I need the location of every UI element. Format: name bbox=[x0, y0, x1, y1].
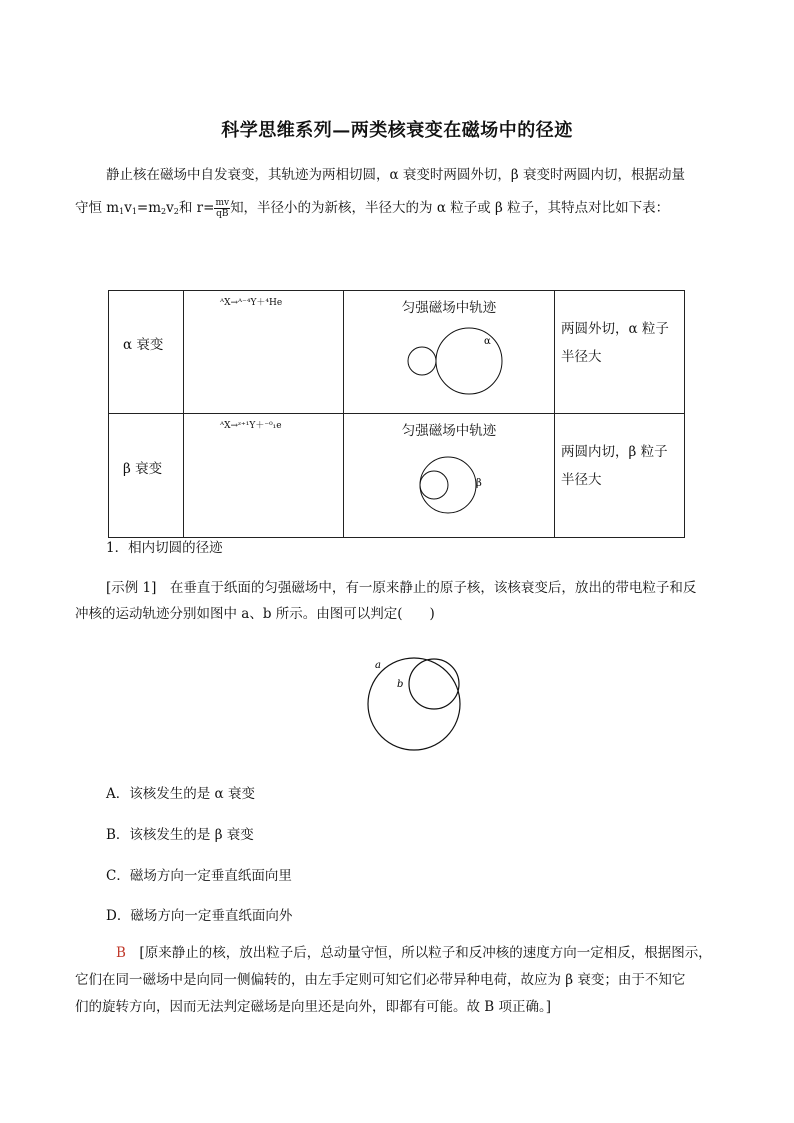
beta-label-cell: β 衰变 bbox=[109, 414, 184, 538]
momentum-radius-fraction: $\frac{mv}{qB}$ bbox=[215, 198, 230, 219]
option-c[interactable]: C．磁场方向一定垂直纸面向里 bbox=[106, 868, 292, 884]
answer-line-3: 们的旋转方向，因而无法判定磁场是向里还是向外，即都有可能。故 B 项正确。] bbox=[75, 999, 552, 1015]
beta-track-label: β bbox=[476, 478, 482, 489]
intro-line-2: 守恒 $m_1v_1=m_2v_2$和 r= $\frac{mv}{qB}$ 知，半径小的为新核，半径大的为 α 粒子或 β 粒子，其特点对比如下表： bbox=[75, 198, 670, 219]
track-circle-a bbox=[368, 658, 460, 750]
alpha-track-cell bbox=[344, 291, 555, 414]
track-circle-b bbox=[409, 659, 459, 709]
new-nucleus-circle bbox=[408, 347, 436, 375]
beta-track-diagram bbox=[344, 444, 555, 534]
option-a[interactable]: A．该核发生的是 α 衰变 bbox=[106, 786, 255, 802]
page-title: 科学思维系列—两类核衰变在磁场中的径迹 bbox=[221, 120, 573, 141]
alpha-feature-cell: 两圆外切，α 粒子 半径大 bbox=[555, 291, 685, 414]
new-nucleus-circle bbox=[420, 471, 448, 499]
beta-equation-cell bbox=[184, 414, 344, 538]
answer-letter: B bbox=[116, 945, 126, 961]
alpha-track-title: 匀强磁场中轨迹 bbox=[401, 300, 497, 316]
alpha-track-label: α bbox=[484, 336, 491, 347]
alpha-label-cell: α 衰变 bbox=[109, 291, 184, 414]
intro-line-1: 静止核在磁场中自发衰变，其轨迹为两相切圆，α 衰变时两圆外切，β 衰变时两圆内切，根据动量 bbox=[106, 167, 686, 183]
track-label-a: a bbox=[375, 660, 381, 671]
option-d[interactable]: D．磁场方向一定垂直纸面向外 bbox=[106, 908, 293, 924]
option-b[interactable]: B．该核发生的是 β 衰变 bbox=[106, 827, 254, 843]
table-row-alpha bbox=[109, 291, 685, 414]
section-heading: 1．相内切圆的径迹 bbox=[106, 540, 223, 556]
alpha-decay-equation: ᴬX→ᴬ⁻⁴Y＋⁴He bbox=[220, 298, 283, 308]
beta-feature-cell: 两圆内切，β 粒子 半径大 bbox=[555, 414, 685, 538]
example-track-diagram bbox=[360, 652, 470, 756]
alpha-particle-circle bbox=[436, 328, 502, 394]
beta-track-cell bbox=[344, 414, 555, 538]
decay-comparison-table bbox=[108, 290, 685, 538]
alpha-equation-cell bbox=[184, 291, 344, 414]
example-line-1: [示例 1] 在垂直于纸面的匀强磁场中，有一原来静止的原子核，该核衰变后，放出的带电粒子和反 bbox=[106, 580, 697, 596]
answer-line-1: B [原来静止的核，放出粒子后，总动量守恒，所以粒子和反冲核的速度方向一定相反，根据图示， bbox=[116, 945, 712, 961]
alpha-track-diagram bbox=[344, 321, 555, 411]
track-label-b: b bbox=[397, 679, 404, 690]
table-row-beta bbox=[109, 414, 685, 538]
example-line-2: 冲核的运动轨迹分别如图中 a、b 所示。由图可以判定( ) bbox=[75, 606, 435, 622]
answer-line-2: 它们在同一磁场中是向同一侧偏转的，由左手定则可知它们必带异种电荷，故应为 β 衰变；由于不知它 bbox=[75, 972, 686, 988]
beta-track-title: 匀强磁场中轨迹 bbox=[401, 423, 497, 439]
beta-decay-equation: ᴬX→ᶻ⁺¹Y＋⁻⁰₁e bbox=[220, 421, 282, 431]
